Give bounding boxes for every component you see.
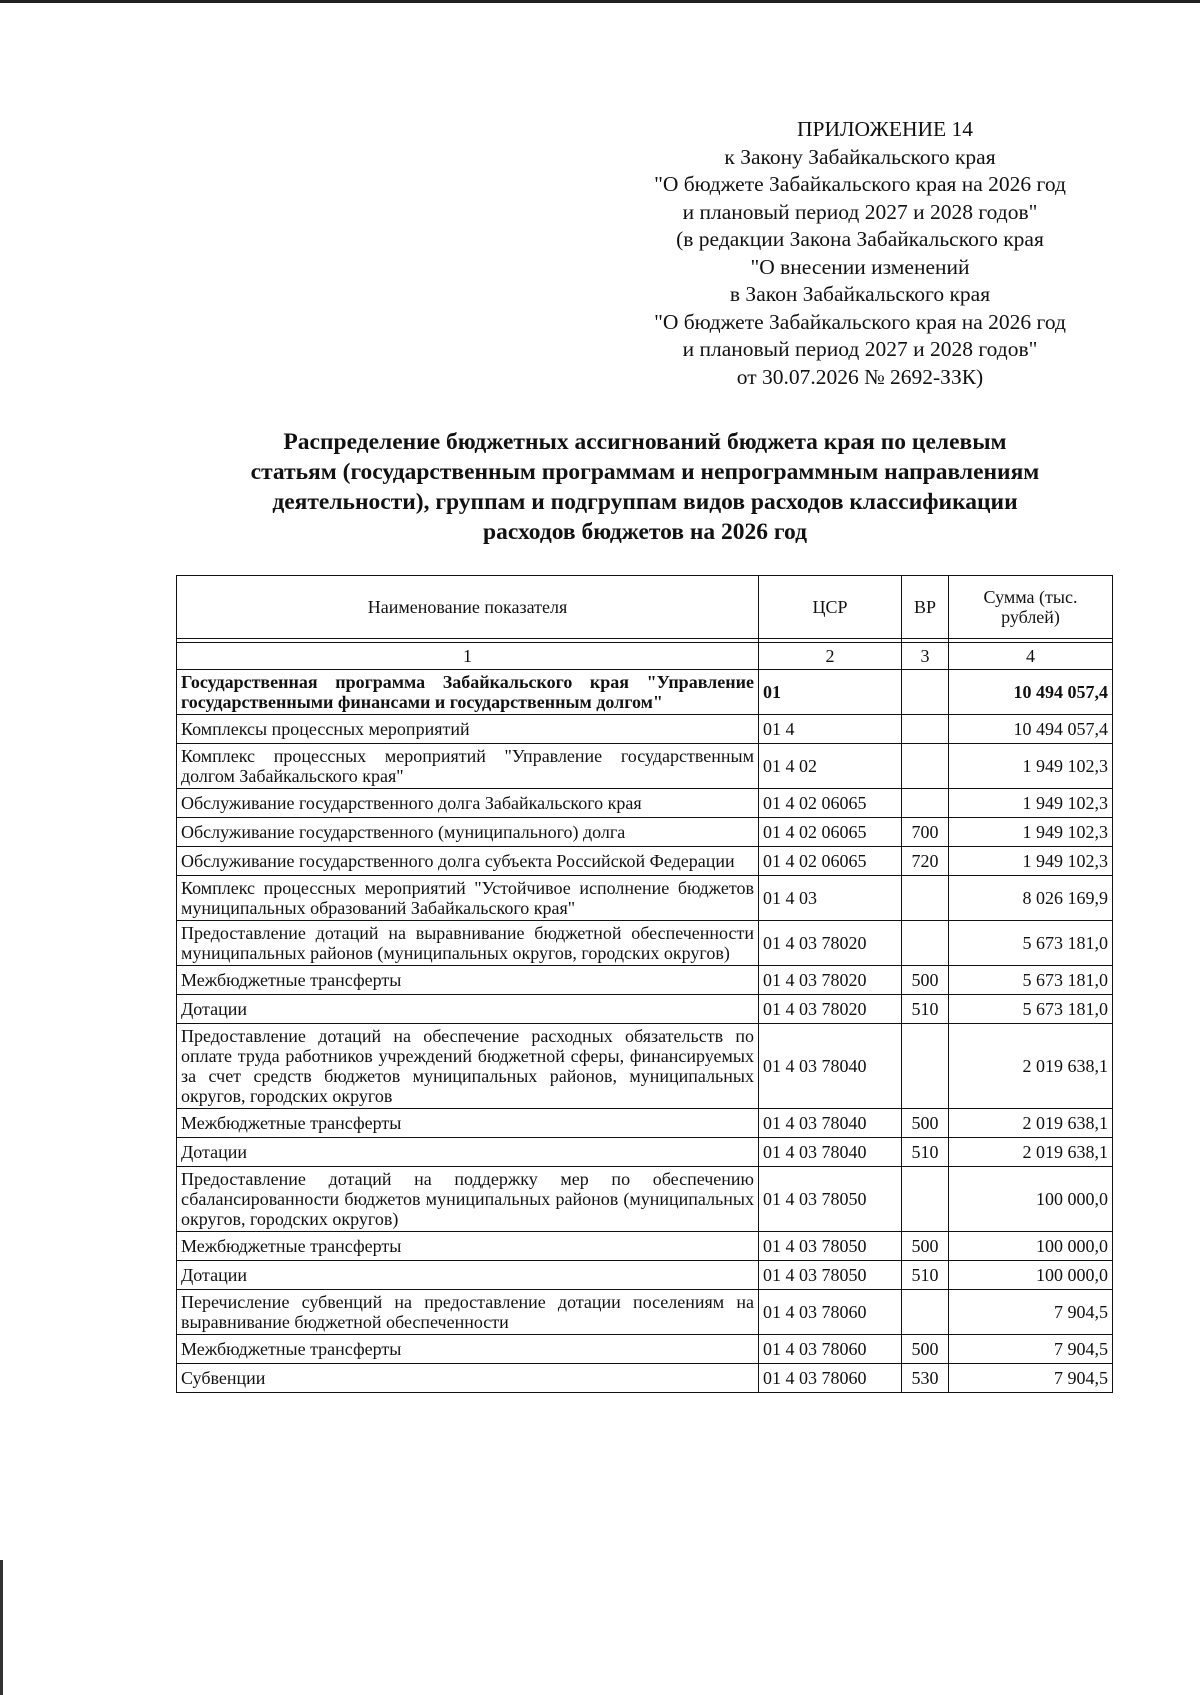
row-vr: 500 (902, 966, 949, 995)
table-row (177, 1232, 1113, 1261)
table-row (177, 1335, 1113, 1364)
row-vr: 530 (902, 1364, 949, 1393)
row-name: Субвенции (177, 1364, 759, 1393)
row-csr: 01 4 03 78050 (759, 1167, 902, 1232)
column-number: 1 (177, 643, 759, 670)
row-csr: 01 4 03 78040 (759, 1109, 902, 1138)
row-vr: 720 (902, 847, 949, 876)
row-sum: 1 949 102,3 (949, 818, 1113, 847)
table-row (177, 1290, 1113, 1335)
row-vr (902, 921, 949, 966)
table-row (177, 715, 1113, 744)
title-line: Распределение бюджетных ассигнований бюджета края по целевым (283, 429, 1007, 455)
row-vr: 500 (902, 1109, 949, 1138)
row-sum: 10 494 057,4 (949, 715, 1113, 744)
document-title (170, 427, 1120, 547)
row-vr (902, 1024, 949, 1109)
row-name: Комплексы процессных мероприятий (177, 715, 759, 744)
table-row (177, 876, 1113, 921)
row-name: Дотации (177, 995, 759, 1024)
row-vr (902, 1290, 949, 1335)
row-csr: 01 4 03 78040 (759, 1024, 902, 1109)
table-row (177, 847, 1113, 876)
column-number: 2 (759, 643, 902, 670)
row-sum: 100 000,0 (949, 1232, 1113, 1261)
scan-edge-left (0, 1560, 3, 1695)
header-vr: ВР (902, 576, 949, 639)
appendix-line: и плановый период 2027 и 2028 годов" (682, 199, 1038, 224)
row-name: Комплекс процессных мероприятий "Управление государственным долгом Забайкальского края" (177, 744, 759, 789)
table-header-row (177, 576, 1113, 639)
row-vr (902, 789, 949, 818)
row-csr: 01 4 02 06065 (759, 847, 902, 876)
row-csr: 01 4 02 06065 (759, 818, 902, 847)
table-row (177, 1364, 1113, 1393)
appendix-line: и плановый период 2027 и 2028 годов" (682, 337, 1038, 361)
row-sum: 1 949 102,3 (949, 847, 1113, 876)
appendix-line: (в редакции Закона Забайкальского края (676, 227, 1044, 251)
row-name: Дотации (177, 1138, 759, 1167)
appendix-header (580, 116, 1140, 391)
column-number: 4 (949, 643, 1113, 670)
table-row (177, 1109, 1113, 1138)
row-csr: 01 4 03 78050 (759, 1232, 902, 1261)
row-vr: 510 (902, 1138, 949, 1167)
table-row (177, 670, 1113, 715)
row-csr: 01 4 03 78060 (759, 1335, 902, 1364)
row-vr (902, 715, 949, 744)
row-sum: 8 026 169,9 (949, 876, 1113, 921)
title-line: статьям (государственным программам и непрограммным направлениям (250, 459, 1040, 485)
table-row (177, 1261, 1113, 1290)
row-csr: 01 4 (759, 715, 902, 744)
header-name: Наименование показателя (177, 576, 759, 639)
row-csr: 01 4 03 78040 (759, 1138, 902, 1167)
table-row (177, 921, 1113, 966)
row-sum: 100 000,0 (949, 1167, 1113, 1232)
row-sum: 2 019 638,1 (949, 1138, 1113, 1167)
row-vr (902, 876, 949, 921)
table-row (177, 1138, 1113, 1167)
table-row (177, 789, 1113, 818)
row-vr: 500 (902, 1335, 949, 1364)
row-vr (902, 670, 949, 715)
row-sum: 2 019 638,1 (949, 1109, 1113, 1138)
table-row (177, 1024, 1113, 1109)
row-vr (902, 744, 949, 789)
title-line: деятельности), группам и подгруппам видов расходов классификации (272, 489, 1018, 515)
appendix-line: ПРИЛОЖЕНИЕ 14 (796, 117, 974, 141)
row-sum: 7 904,5 (949, 1290, 1113, 1335)
appendix-line: от 30.07.2026 № 2692-ЗЗК) (736, 364, 984, 389)
row-name: Обслуживание государственного (муниципального) долга (177, 818, 759, 847)
row-csr: 01 4 03 78020 (759, 995, 902, 1024)
row-name: Межбюджетные трансферты (177, 966, 759, 995)
row-name: Комплекс процессных мероприятий "Устойчивое исполнение бюджетов муниципальных образований Забайкальского края" (177, 876, 759, 921)
row-csr: 01 4 02 06065 (759, 789, 902, 818)
table-row (177, 1167, 1113, 1232)
row-vr: 510 (902, 995, 949, 1024)
row-csr: 01 4 03 (759, 876, 902, 921)
row-name: Обслуживание государственного долга субъекта Российской Федерации (177, 847, 759, 876)
header-sum: Сумма (тыс. рублей) (949, 576, 1113, 639)
table-row (177, 818, 1113, 847)
row-name: Предоставление дотаций на обеспечение расходных обязательств по оплате труда работников учреждений бюджетной сферы, финансируемых за счет средств бюджетов муниципальных районов, муниципальных округов, городских округов (177, 1024, 759, 1109)
row-name: Государственная программа Забайкальского края "Управление государственными финансами и государственным долгом" (177, 670, 759, 715)
header-csr: ЦСР (759, 576, 902, 639)
row-sum: 2 019 638,1 (949, 1024, 1113, 1109)
row-sum: 100 000,0 (949, 1261, 1113, 1290)
row-name: Перечисление субвенций на предоставление дотации поселениям на выравнивание бюджетной обеспеченности (177, 1290, 759, 1335)
row-name: Предоставление дотаций на поддержку мер по обеспечению сбалансированности бюджетов муниципальных районов (муниципальных округов, городских округов) (177, 1167, 759, 1232)
row-name: Дотации (177, 1261, 759, 1290)
table-row (177, 744, 1113, 789)
row-sum: 10 494 057,4 (949, 670, 1113, 715)
appendix-line: "О бюджете Забайкальского края на 2026 год (654, 172, 1066, 196)
row-name: Межбюджетные трансферты (177, 1232, 759, 1261)
table-row (177, 995, 1113, 1024)
scan-edge-top (0, 0, 1200, 3)
row-name: Обслуживание государственного долга Забайкальского края (177, 789, 759, 818)
appendix-line: "О внесении изменений (750, 254, 970, 279)
column-number-row (177, 643, 1113, 670)
row-name: Межбюджетные трансферты (177, 1335, 759, 1364)
row-sum: 5 673 181,0 (949, 995, 1113, 1024)
row-csr: 01 4 03 78060 (759, 1290, 902, 1335)
appendix-line: в Закон Забайкальского края (729, 282, 991, 306)
row-vr: 500 (902, 1232, 949, 1261)
budget-table (176, 575, 1113, 1393)
row-sum: 5 673 181,0 (949, 966, 1113, 995)
row-csr: 01 4 02 (759, 744, 902, 789)
row-vr: 510 (902, 1261, 949, 1290)
row-csr: 01 4 03 78050 (759, 1261, 902, 1290)
appendix-line: "О бюджете Забайкальского края на 2026 год (654, 309, 1066, 334)
appendix-line: к Закону Забайкальского края (724, 144, 996, 169)
row-csr: 01 4 03 78020 (759, 921, 902, 966)
row-vr: 700 (902, 818, 949, 847)
title-line: расходов бюджетов на 2026 год (483, 519, 807, 545)
row-csr: 01 4 03 78060 (759, 1364, 902, 1393)
row-sum: 5 673 181,0 (949, 921, 1113, 966)
table-row (177, 966, 1113, 995)
row-name: Предоставление дотаций на выравнивание бюджетной обеспеченности муниципальных районов (муниципальных округов, городских округов) (177, 921, 759, 966)
column-number: 3 (902, 643, 949, 670)
row-sum: 1 949 102,3 (949, 789, 1113, 818)
row-sum: 7 904,5 (949, 1364, 1113, 1393)
row-vr (902, 1167, 949, 1232)
row-csr: 01 (759, 670, 902, 715)
row-csr: 01 4 03 78020 (759, 966, 902, 995)
row-name: Межбюджетные трансферты (177, 1109, 759, 1138)
row-sum: 7 904,5 (949, 1335, 1113, 1364)
row-sum: 1 949 102,3 (949, 744, 1113, 789)
